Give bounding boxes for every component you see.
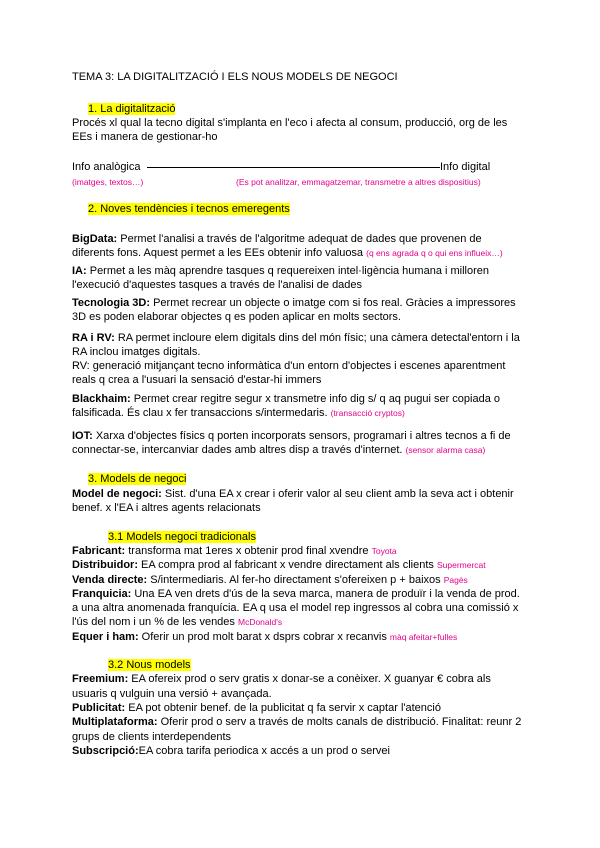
business-model-term: Model de negoci: bbox=[72, 488, 162, 500]
franquicia-note: McDonald's bbox=[237, 617, 283, 627]
section-3-heading: 3. Models de negoci bbox=[88, 473, 187, 485]
publicitat-term: Publicitat: bbox=[72, 702, 126, 714]
subsection-3-1-heading: 3.1 Models negoci tradicionals bbox=[108, 531, 256, 543]
bigdata-note: (q ens agrada q o qui ens influeix…) bbox=[366, 248, 503, 258]
info-analog-note: (imatges, textos…) bbox=[72, 177, 144, 187]
s1-text-2: EEs i manera de gestionar-ho bbox=[72, 131, 218, 143]
ia-text: Permet a les màq aprendre tasques q requereixen intel·ligència humana i milloren bbox=[86, 265, 489, 277]
doc-title: TEMA 3: LA DIGITALITZACIÓ I ELS NOUS MODELS DE NEGOCI bbox=[72, 71, 398, 83]
publicitat-text: EA pot obtenir benef. de la publicitat q fa servir x captar l'atenció bbox=[125, 702, 441, 714]
rarv-term: RA i RV: bbox=[72, 332, 115, 344]
tech3d-text: Permet recrear un objecte o imatge com si fos real. Gràcies a impressores bbox=[150, 297, 516, 309]
iot-term: IOT: bbox=[72, 430, 93, 442]
venda-directe-text: S/intermediaris. Al fer-ho directament s'ofereixen p + baixos bbox=[147, 574, 444, 586]
iot-note: (sensor alarma casa) bbox=[405, 445, 486, 455]
blockchain-term: Blackhaim: bbox=[72, 393, 131, 405]
subscripcio-term: Subscripció: bbox=[72, 745, 139, 757]
iot-text-2: connectar-se, intercanviar dades amb altres disp a través d'internet. bbox=[72, 444, 406, 456]
ia-text-2: l'execució d'aquestes tasques a través de l'analisi de dades bbox=[72, 279, 363, 291]
fabricant-text: transforma mat 1eres x obtenir prod final xvendre bbox=[125, 545, 372, 557]
iot-text: Xarxa d'objectes físics q porten incorporats sensors, programari i altres tecnos a fi de bbox=[92, 430, 511, 442]
rarv-text: RA permet incloure elem digitals dins del món físic; una càmera detectal'entorn i la bbox=[114, 332, 520, 344]
freemium-text-2: usuaris q vulguin una versió + avançada. bbox=[72, 688, 272, 700]
rarv-text-3: RV: generació mitjançant tecno informàtica d'un entorn d'objectes i escenes aparentment bbox=[72, 360, 506, 372]
blockchain-text-2: falsificada. És clau x fer transaccions s/intermedaris. bbox=[72, 407, 331, 419]
esquer-ham-term: Equer i ham: bbox=[72, 631, 139, 643]
esquer-ham-note: màq afeitar+fulles bbox=[389, 632, 458, 642]
section-1-heading: 1. La digitalització bbox=[88, 103, 176, 115]
info-divider-line bbox=[147, 167, 440, 168]
distribuidor-term: Distribuidor: bbox=[72, 559, 138, 571]
bigdata-term: BigData: bbox=[72, 233, 118, 245]
business-model-text-2: benef. x l'EA i altres agents relacionats bbox=[72, 502, 261, 514]
franquicia-text-2: a una altra anomenada franquícia. EA q usa el model rep ingressos al cobra una comissió x bbox=[72, 602, 519, 614]
business-model-text: Sist. d'una EA x crear i oferir valor al seu client amb la seva act i obtenir bbox=[161, 488, 514, 500]
franquicia-text-3: l'ús del nom i un % de les vendes bbox=[72, 616, 238, 628]
fabricant-note: Toyota bbox=[371, 546, 397, 556]
freemium-term: Freemium: bbox=[72, 673, 129, 685]
info-digital-note: (Es pot analitzar, emmagatzemar, transmetre a altres dispositius) bbox=[236, 177, 481, 187]
tech3d-text-2: 3D es poden elaborar objectes q es poden aplicar en molts sectors. bbox=[72, 311, 401, 323]
rarv-text-2: RA inclou imatges digitals. bbox=[72, 346, 201, 358]
s1-text-1: Procés xl qual la tecno digital s'implanta en l'eco i afecta al consum, producció, org de les bbox=[72, 117, 508, 129]
info-digital-label: Info digital bbox=[440, 161, 491, 173]
subscripcio-text: EA cobra tarifa periodica x accés a un prod o servei bbox=[138, 745, 390, 757]
bigdata-text-2: diferents fons. Aquest permet a les EEs obtenir info valuosa bbox=[72, 247, 367, 259]
subsection-3-2-heading: 3.2 Nous models bbox=[108, 659, 191, 671]
rarv-text-4: reals q crea a l'usuari la sensació d'estar-hi immers bbox=[72, 374, 322, 386]
freemium-text: EA ofereix prod o serv gratis x donar-se a conèixer. X guanyar € cobra als bbox=[128, 673, 491, 685]
distribuidor-text: EA compra prod al fabricant x vendre directament als clients bbox=[138, 559, 437, 571]
venda-directe-term: Venda directe: bbox=[72, 574, 148, 586]
section-2-heading: 2. Noves tendències i tecnos emeregents bbox=[88, 203, 290, 215]
franquicia-text: Una EA ven drets d'ús de la seva marca, manera de produïr i la venda de prod. bbox=[131, 588, 520, 600]
ia-term: IA: bbox=[72, 265, 87, 277]
distribuidor-note: Supermercat bbox=[436, 560, 486, 570]
blockchain-text: Permet crear regitre segur x transmetre info dig s/ q aq pugui ser copiada o bbox=[130, 393, 500, 405]
tech3d-term: Tecnologia 3D: bbox=[72, 297, 151, 309]
info-analog-label: Info analògica bbox=[72, 161, 141, 173]
franquicia-term: Franquicia: bbox=[72, 588, 132, 600]
venda-directe-note: Pagès bbox=[443, 575, 468, 585]
multiplataforma-term: Multiplataforma: bbox=[72, 716, 158, 728]
fabricant-term: Fabricant: bbox=[72, 545, 126, 557]
esquer-ham-text: Oferir un prod molt barat x dsprs cobrar x recanvis bbox=[138, 631, 390, 643]
bigdata-text: Permet l'analisi a través de l'algoritme adequat de dades que provenen de bbox=[117, 233, 482, 245]
multiplataforma-text: Oferir prod o serv a través de molts canals de distribució. Finalitat: reunr 2 bbox=[157, 716, 522, 728]
multiplataforma-text-2: grups de clients interdependents bbox=[72, 731, 231, 743]
blockchain-note: (transacció cryptos) bbox=[330, 408, 405, 418]
